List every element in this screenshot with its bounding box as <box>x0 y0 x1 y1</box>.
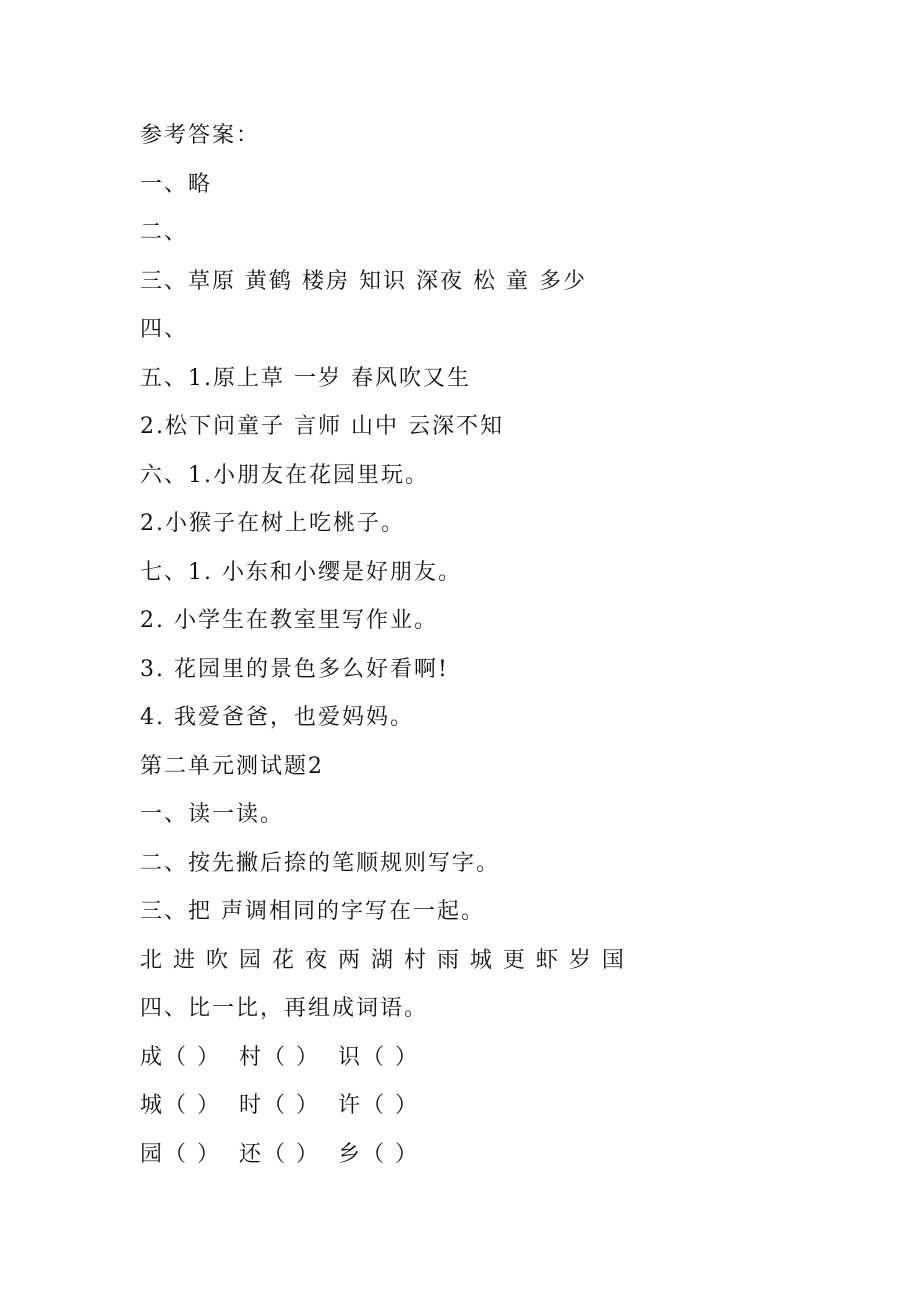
word-group-row-1: 成（ ） 村（ ） 识（ ） <box>140 1044 419 1070</box>
document-body <box>140 112 860 1179</box>
answer-1: 一、略 <box>140 171 213 197</box>
question-2: 二、按先撇后捺的笔顺规则写字。 <box>140 850 501 876</box>
answer-7-1: 七、1. 小东和小缨是好朋友。 <box>140 559 462 585</box>
word-group-row-2: 城（ ） 时（ ） 许（ ） <box>140 1093 419 1118</box>
answer-7-2: 2. 小学生在教室里写作业。 <box>140 608 438 633</box>
answer-6-2: 2.小猴子在树上吃桃子。 <box>140 511 405 536</box>
answer-5-1: 五、1.原上草 一岁 春风吹又生 <box>140 365 471 391</box>
answer-2: 二、 <box>140 220 189 245</box>
question-4: 四、比一比，再组成词语。 <box>140 996 429 1021</box>
question-3-characters: 北 进 吹 园 花 夜 两 湖 村 雨 城 更 虾 岁 国 <box>140 947 626 973</box>
answer-6-1: 六、1.小朋友在花园里玩。 <box>140 462 429 488</box>
answer-4: 四、 <box>140 317 189 342</box>
answer-5-2: 2.松下问童子 言师 山中 云深不知 <box>140 414 504 439</box>
answer-7-4: 4. 我爱爸爸，也爱妈妈。 <box>140 705 414 730</box>
answer-3: 三、草原 黄鹤 楼房 知识 深夜 松 童 多少 <box>140 268 587 294</box>
question-3: 三、把 声调相同的字写在一起。 <box>140 899 485 924</box>
answer-key-title: 参考答案： <box>140 123 261 148</box>
answer-7-3: 3. 花园里的景色多么好看啊! <box>140 656 449 682</box>
test-2-title: 第二单元测试题2 <box>140 753 324 779</box>
question-1: 一、读一读。 <box>140 802 285 827</box>
word-group-row-3: 园（ ） 还（ ） 乡（ ） <box>140 1141 419 1167</box>
